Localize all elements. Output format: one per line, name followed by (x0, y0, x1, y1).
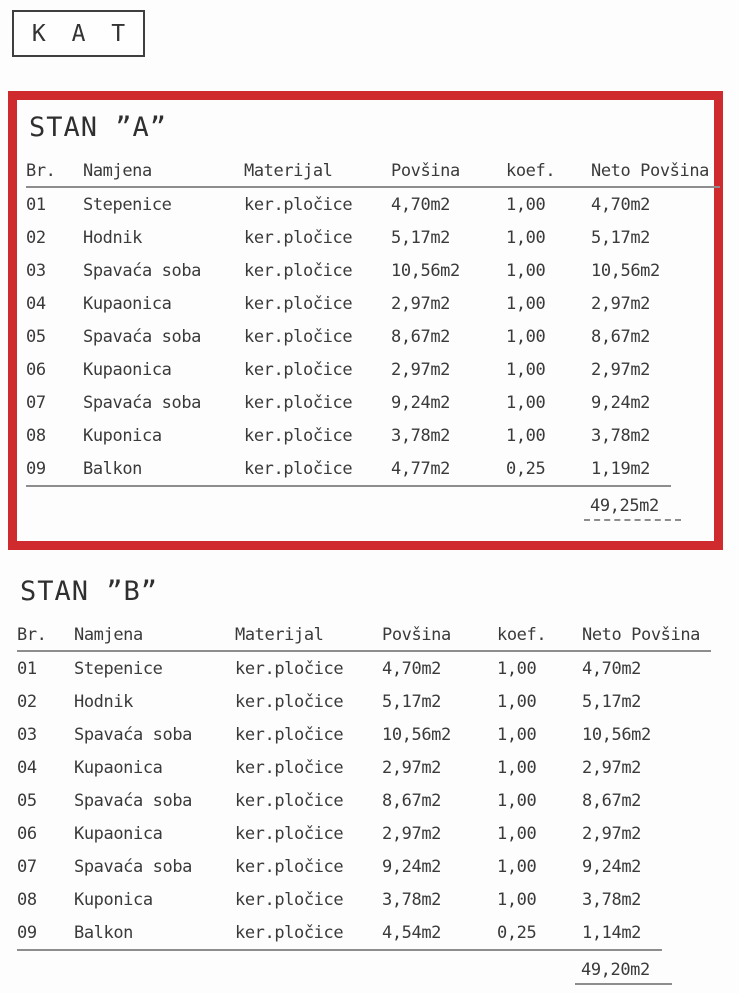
cell-neto: 8,67m2 (591, 326, 651, 347)
table-row (17, 784, 711, 817)
cell-koef: 1,00 (497, 790, 537, 811)
area-table-stan-b (17, 621, 711, 993)
cell-povrsina: 10,56m2 (391, 260, 460, 281)
cell-materijal: ker.pločice (235, 691, 344, 712)
cell-neto: 1,14m2 (582, 922, 642, 943)
cell-namjena: Stepenice (74, 658, 163, 679)
cell-br: 09 (17, 922, 37, 943)
cell-namjena: Kupaonica (83, 293, 172, 314)
cell-namjena: Spavaća soba (83, 260, 202, 281)
cell-namjena: Spavaća soba (74, 790, 193, 811)
cell-koef: 1,00 (497, 724, 537, 745)
cell-namjena: Spavaća soba (83, 392, 202, 413)
cell-br: 03 (26, 260, 46, 281)
section-title-stan-a: STAN ”A” (29, 112, 168, 143)
col-header-br: Br. (26, 161, 56, 181)
table-row (26, 254, 720, 287)
table-header-row (17, 621, 711, 652)
cell-namjena: Kuponica (74, 889, 153, 910)
cell-br: 02 (17, 691, 37, 712)
cell-neto: 4,70m2 (591, 194, 651, 215)
cell-namjena: Spavaća soba (83, 326, 202, 347)
col-header-povrsina: Povšina (391, 161, 460, 181)
table-row (26, 353, 720, 386)
cell-materijal: ker.pločice (244, 458, 353, 479)
table-row (17, 850, 711, 883)
cell-materijal: ker.pločice (235, 922, 344, 943)
floor-label: K A T (31, 20, 132, 47)
cell-koef: 1,00 (506, 326, 546, 347)
floor-label-box (12, 10, 145, 57)
cell-povrsina: 2,97m2 (382, 757, 442, 778)
total-row (26, 487, 720, 529)
cell-koef: 1,00 (497, 757, 537, 778)
col-header-materijal: Materijal (235, 625, 324, 645)
cell-koef: 0,25 (506, 458, 546, 479)
cell-koef: 1,00 (497, 691, 537, 712)
section-stan-b (8, 576, 723, 993)
cell-neto: 5,17m2 (591, 227, 651, 248)
cell-povrsina: 8,67m2 (382, 790, 442, 811)
cell-materijal: ker.pločice (235, 658, 344, 679)
cell-namjena: Balkon (83, 458, 143, 479)
table-row (26, 287, 720, 320)
table-header-row (26, 157, 720, 188)
col-header-br: Br. (17, 625, 47, 645)
cell-povrsina: 10,56m2 (382, 724, 451, 745)
cell-materijal: ker.pločice (244, 227, 353, 248)
cell-povrsina: 5,17m2 (382, 691, 442, 712)
cell-materijal: ker.pločice (244, 425, 353, 446)
cell-neto: 2,97m2 (582, 757, 642, 778)
cell-materijal: ker.pločice (244, 293, 353, 314)
col-header-povrsina: Povšina (382, 625, 451, 645)
cell-materijal: ker.pločice (244, 359, 353, 380)
cell-namjena: Kuponica (83, 425, 162, 446)
cell-neto: 3,78m2 (582, 889, 642, 910)
col-header-koef: koef. (506, 161, 556, 181)
area-table-stan-a (26, 157, 720, 529)
total-row (17, 951, 711, 993)
cell-materijal: ker.pločice (244, 326, 353, 347)
cell-br: 09 (26, 458, 46, 479)
cell-neto: 10,56m2 (582, 724, 651, 745)
table-row (26, 188, 720, 221)
table-row (26, 419, 720, 452)
cell-br: 05 (26, 326, 46, 347)
cell-br: 06 (26, 359, 46, 380)
col-header-namjena: Namjena (83, 161, 152, 181)
cell-povrsina: 9,24m2 (382, 856, 442, 877)
cell-povrsina: 8,67m2 (391, 326, 451, 347)
section-stan-a (8, 91, 723, 550)
cell-br: 03 (17, 724, 37, 745)
cell-koef: 1,00 (506, 194, 546, 215)
cell-koef: 1,00 (506, 260, 546, 281)
table-row (26, 452, 720, 485)
cell-povrsina: 4,54m2 (382, 922, 442, 943)
col-header-namjena: Namjena (74, 625, 143, 645)
cell-neto: 2,97m2 (591, 359, 651, 380)
cell-br: 05 (17, 790, 37, 811)
table-body (26, 188, 720, 485)
cell-materijal: ker.pločice (235, 856, 344, 877)
cell-materijal: ker.pločice (244, 194, 353, 215)
cell-materijal: ker.pločice (235, 889, 344, 910)
cell-namjena: Hodnik (83, 227, 143, 248)
cell-br: 01 (26, 194, 46, 215)
cell-povrsina: 4,77m2 (391, 458, 451, 479)
cell-namjena: Kupaonica (74, 823, 163, 844)
cell-povrsina: 3,78m2 (382, 889, 442, 910)
cell-br: 04 (17, 757, 37, 778)
cell-koef: 1,00 (506, 392, 546, 413)
cell-namjena: Kupaonica (83, 359, 172, 380)
cell-povrsina: 4,70m2 (391, 194, 451, 215)
cell-koef: 1,00 (497, 889, 537, 910)
cell-namjena: Spavaća soba (74, 856, 193, 877)
cell-povrsina: 2,97m2 (382, 823, 442, 844)
cell-neto: 3,78m2 (591, 425, 651, 446)
cell-materijal: ker.pločice (235, 757, 344, 778)
cell-koef: 1,00 (506, 293, 546, 314)
col-header-koef: koef. (497, 625, 547, 645)
cell-materijal: ker.pločice (235, 823, 344, 844)
table-row (17, 652, 711, 685)
cell-br: 08 (26, 425, 46, 446)
cell-materijal: ker.pločice (244, 260, 353, 281)
section-title-stan-b: STAN ”B” (20, 576, 159, 607)
cell-namjena: Hodnik (74, 691, 134, 712)
table-row (26, 221, 720, 254)
cell-br: 07 (26, 392, 46, 413)
cell-namjena: Spavaća soba (74, 724, 193, 745)
cell-koef: 1,00 (497, 856, 537, 877)
table-row (26, 386, 720, 419)
table-row (17, 916, 711, 949)
cell-materijal: ker.pločice (244, 392, 353, 413)
col-header-neto: Neto Povšina (582, 625, 701, 645)
cell-materijal: ker.pločice (235, 790, 344, 811)
cell-povrsina: 9,24m2 (391, 392, 451, 413)
cell-namjena: Balkon (74, 922, 134, 943)
cell-neto: 5,17m2 (582, 691, 642, 712)
table-row (26, 320, 720, 353)
cell-koef: 1,00 (506, 359, 546, 380)
cell-povrsina: 2,97m2 (391, 293, 451, 314)
cell-koef: 1,00 (506, 425, 546, 446)
cell-br: 01 (17, 658, 37, 679)
cell-br: 02 (26, 227, 46, 248)
cell-br: 06 (17, 823, 37, 844)
total-net-area: 49,20m2 (575, 951, 672, 985)
cell-neto: 4,70m2 (582, 658, 642, 679)
cell-povrsina: 3,78m2 (391, 425, 451, 446)
cell-povrsina: 2,97m2 (391, 359, 451, 380)
cell-neto: 2,97m2 (591, 293, 651, 314)
cell-neto: 10,56m2 (591, 260, 660, 281)
cell-povrsina: 4,70m2 (382, 658, 442, 679)
total-net-area: 49,25m2 (584, 487, 681, 521)
cell-neto: 9,24m2 (591, 392, 651, 413)
cell-koef: 1,00 (497, 823, 537, 844)
cell-materijal: ker.pločice (235, 724, 344, 745)
cell-koef: 1,00 (506, 227, 546, 248)
cell-namjena: Stepenice (83, 194, 172, 215)
cell-br: 07 (17, 856, 37, 877)
table-row (17, 751, 711, 784)
col-header-materijal: Materijal (244, 161, 333, 181)
col-header-neto: Neto Povšina (591, 161, 710, 181)
table-row (17, 883, 711, 916)
cell-neto: 9,24m2 (582, 856, 642, 877)
table-row (17, 685, 711, 718)
cell-neto: 8,67m2 (582, 790, 642, 811)
cell-br: 04 (26, 293, 46, 314)
table-row (17, 718, 711, 751)
cell-koef: 0,25 (497, 922, 537, 943)
cell-namjena: Kupaonica (74, 757, 163, 778)
cell-br: 08 (17, 889, 37, 910)
cell-neto: 2,97m2 (582, 823, 642, 844)
table-body (17, 652, 711, 949)
table-row (17, 817, 711, 850)
cell-neto: 1,19m2 (591, 458, 651, 479)
cell-povrsina: 5,17m2 (391, 227, 451, 248)
cell-koef: 1,00 (497, 658, 537, 679)
